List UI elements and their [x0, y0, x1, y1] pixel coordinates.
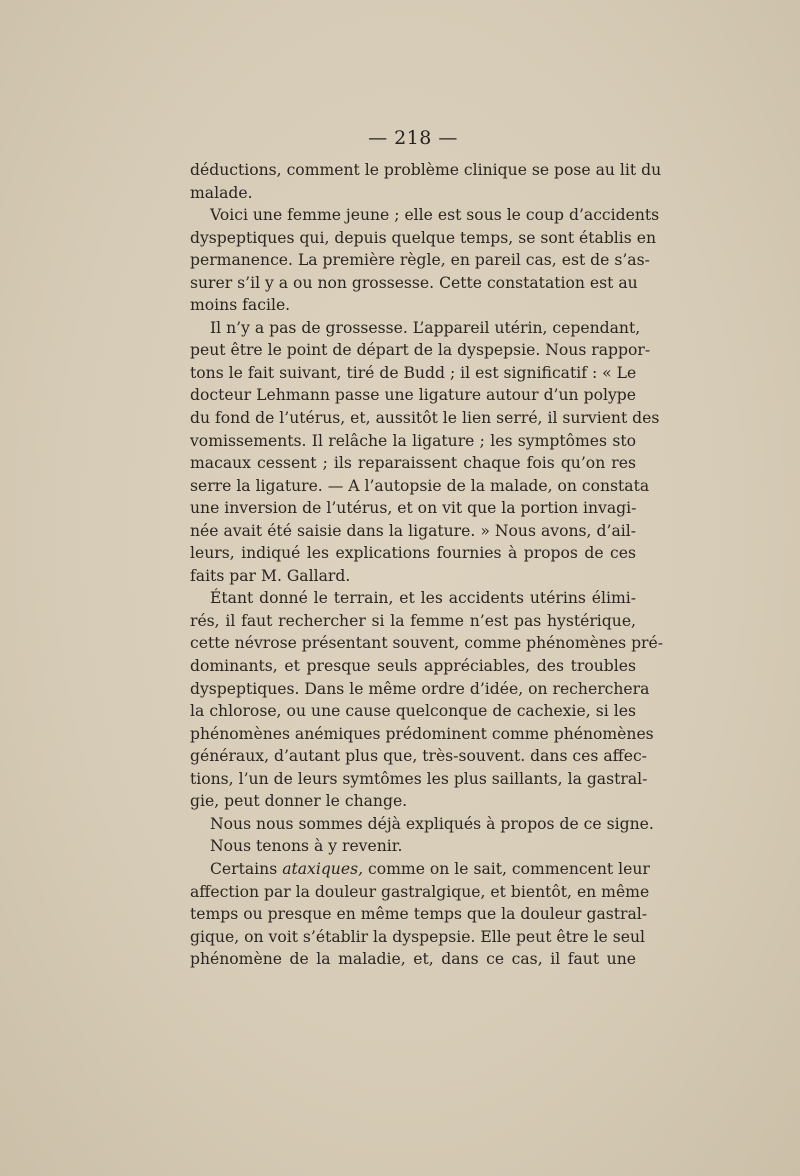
text-line: déductions, comment le problème clinique se pose au lit du	[190, 161, 662, 179]
line-continuation: comme on le sait, commencent leur	[368, 859, 650, 878]
text-line: docteur Lehmann passe une ligature autour d’un polype	[190, 386, 636, 405]
text-line: peut être le point de départ de la dyspepsie. Nous rappor-	[190, 341, 651, 360]
text-line: malade.	[190, 183, 253, 202]
text-line: Étant donné le terrain, et les accidents utérins élimi-	[210, 589, 636, 608]
text-line: surer s’il y a ou non grossesse. Cette constatation est au	[190, 273, 638, 292]
text-line: phénomènes anémiques prédominent comme phénomènes	[190, 724, 654, 743]
text-line: la chlorose, ou une cause quelconque de cachexie, si les	[190, 702, 636, 721]
text-line-with-italic	[190, 858, 650, 881]
word-certains: Certains	[210, 859, 278, 878]
text-line: une inversion de l’utérus, et on vit que la portion invagi-	[190, 499, 637, 518]
italic-word-ataxiques: ataxiques,	[282, 859, 364, 878]
text-line: généraux, d’autant plus que, très-souvent. dans ces affec-	[190, 747, 647, 766]
text-line: leurs, indiqué les explications fournies à propos de ces	[190, 544, 636, 563]
text-line: rés, il faut rechercher si la femme n’est pas hystérique,	[190, 611, 636, 630]
text-line: Voici une femme jeune ; elle est sous le coup d’accidents	[210, 206, 660, 225]
text-line: faits par M. Gallard.	[190, 566, 351, 585]
text-line: permanence. La première règle, en pareil cas, est de s’as-	[190, 251, 650, 270]
text-line: du fond de l’utérus, et, aussitôt le lien serré, il survient des	[190, 409, 660, 428]
text-line: dominants, et presque seuls appréciables, des troubles	[190, 657, 636, 676]
text-line: affection par la douleur gastralgique, et bientôt, en même	[190, 882, 650, 901]
text-line: Il n’y a pas de grossesse. L’appareil utérin, cependant,	[210, 318, 641, 337]
text-line: tons le fait suivant, tiré de Budd ; il est significatif : « Le	[190, 363, 637, 382]
text-line: cette névrose présentant souvent, comme phénomènes pré-	[190, 634, 663, 653]
text-line: gique, on voit s’établir la dyspepsie. Elle peut être le seul	[190, 927, 645, 946]
text-line: tions, l’un de leurs symtômes les plus saillants, la gastral-	[190, 769, 648, 788]
text-line: temps ou presque en même temps que la douleur gastral-	[190, 905, 648, 924]
text-line: dyspeptiques. Dans le même ordre d’idée, on recherchera	[190, 679, 650, 698]
text-line: vomissements. Il relâche la ligature ; les symptômes sto	[190, 431, 636, 450]
text-line: dyspeptiques qui, depuis quelque temps, se sont établis en	[190, 228, 657, 247]
text-line: macaux cessent ; ils reparaissent chaque fois qu’on res	[190, 454, 636, 473]
text-line: phénomène de la maladie, et, dans ce cas, il faut une	[190, 950, 636, 969]
text-line: serre la ligature. — A l’autopsie de la malade, on constata	[190, 476, 650, 495]
text-line: Nous nous sommes déjà expliqués à propos de ce signe.	[210, 814, 654, 833]
body-text	[190, 159, 663, 971]
text-line: gie, peut donner le change.	[190, 792, 408, 811]
text-line: née avait été saisie dans la ligature. » Nous avons, d’ail-	[190, 521, 636, 540]
text-line: Nous tenons à y revenir.	[210, 837, 403, 856]
text-line: moins facile.	[190, 296, 291, 315]
page-number: — 218 —	[368, 127, 458, 149]
